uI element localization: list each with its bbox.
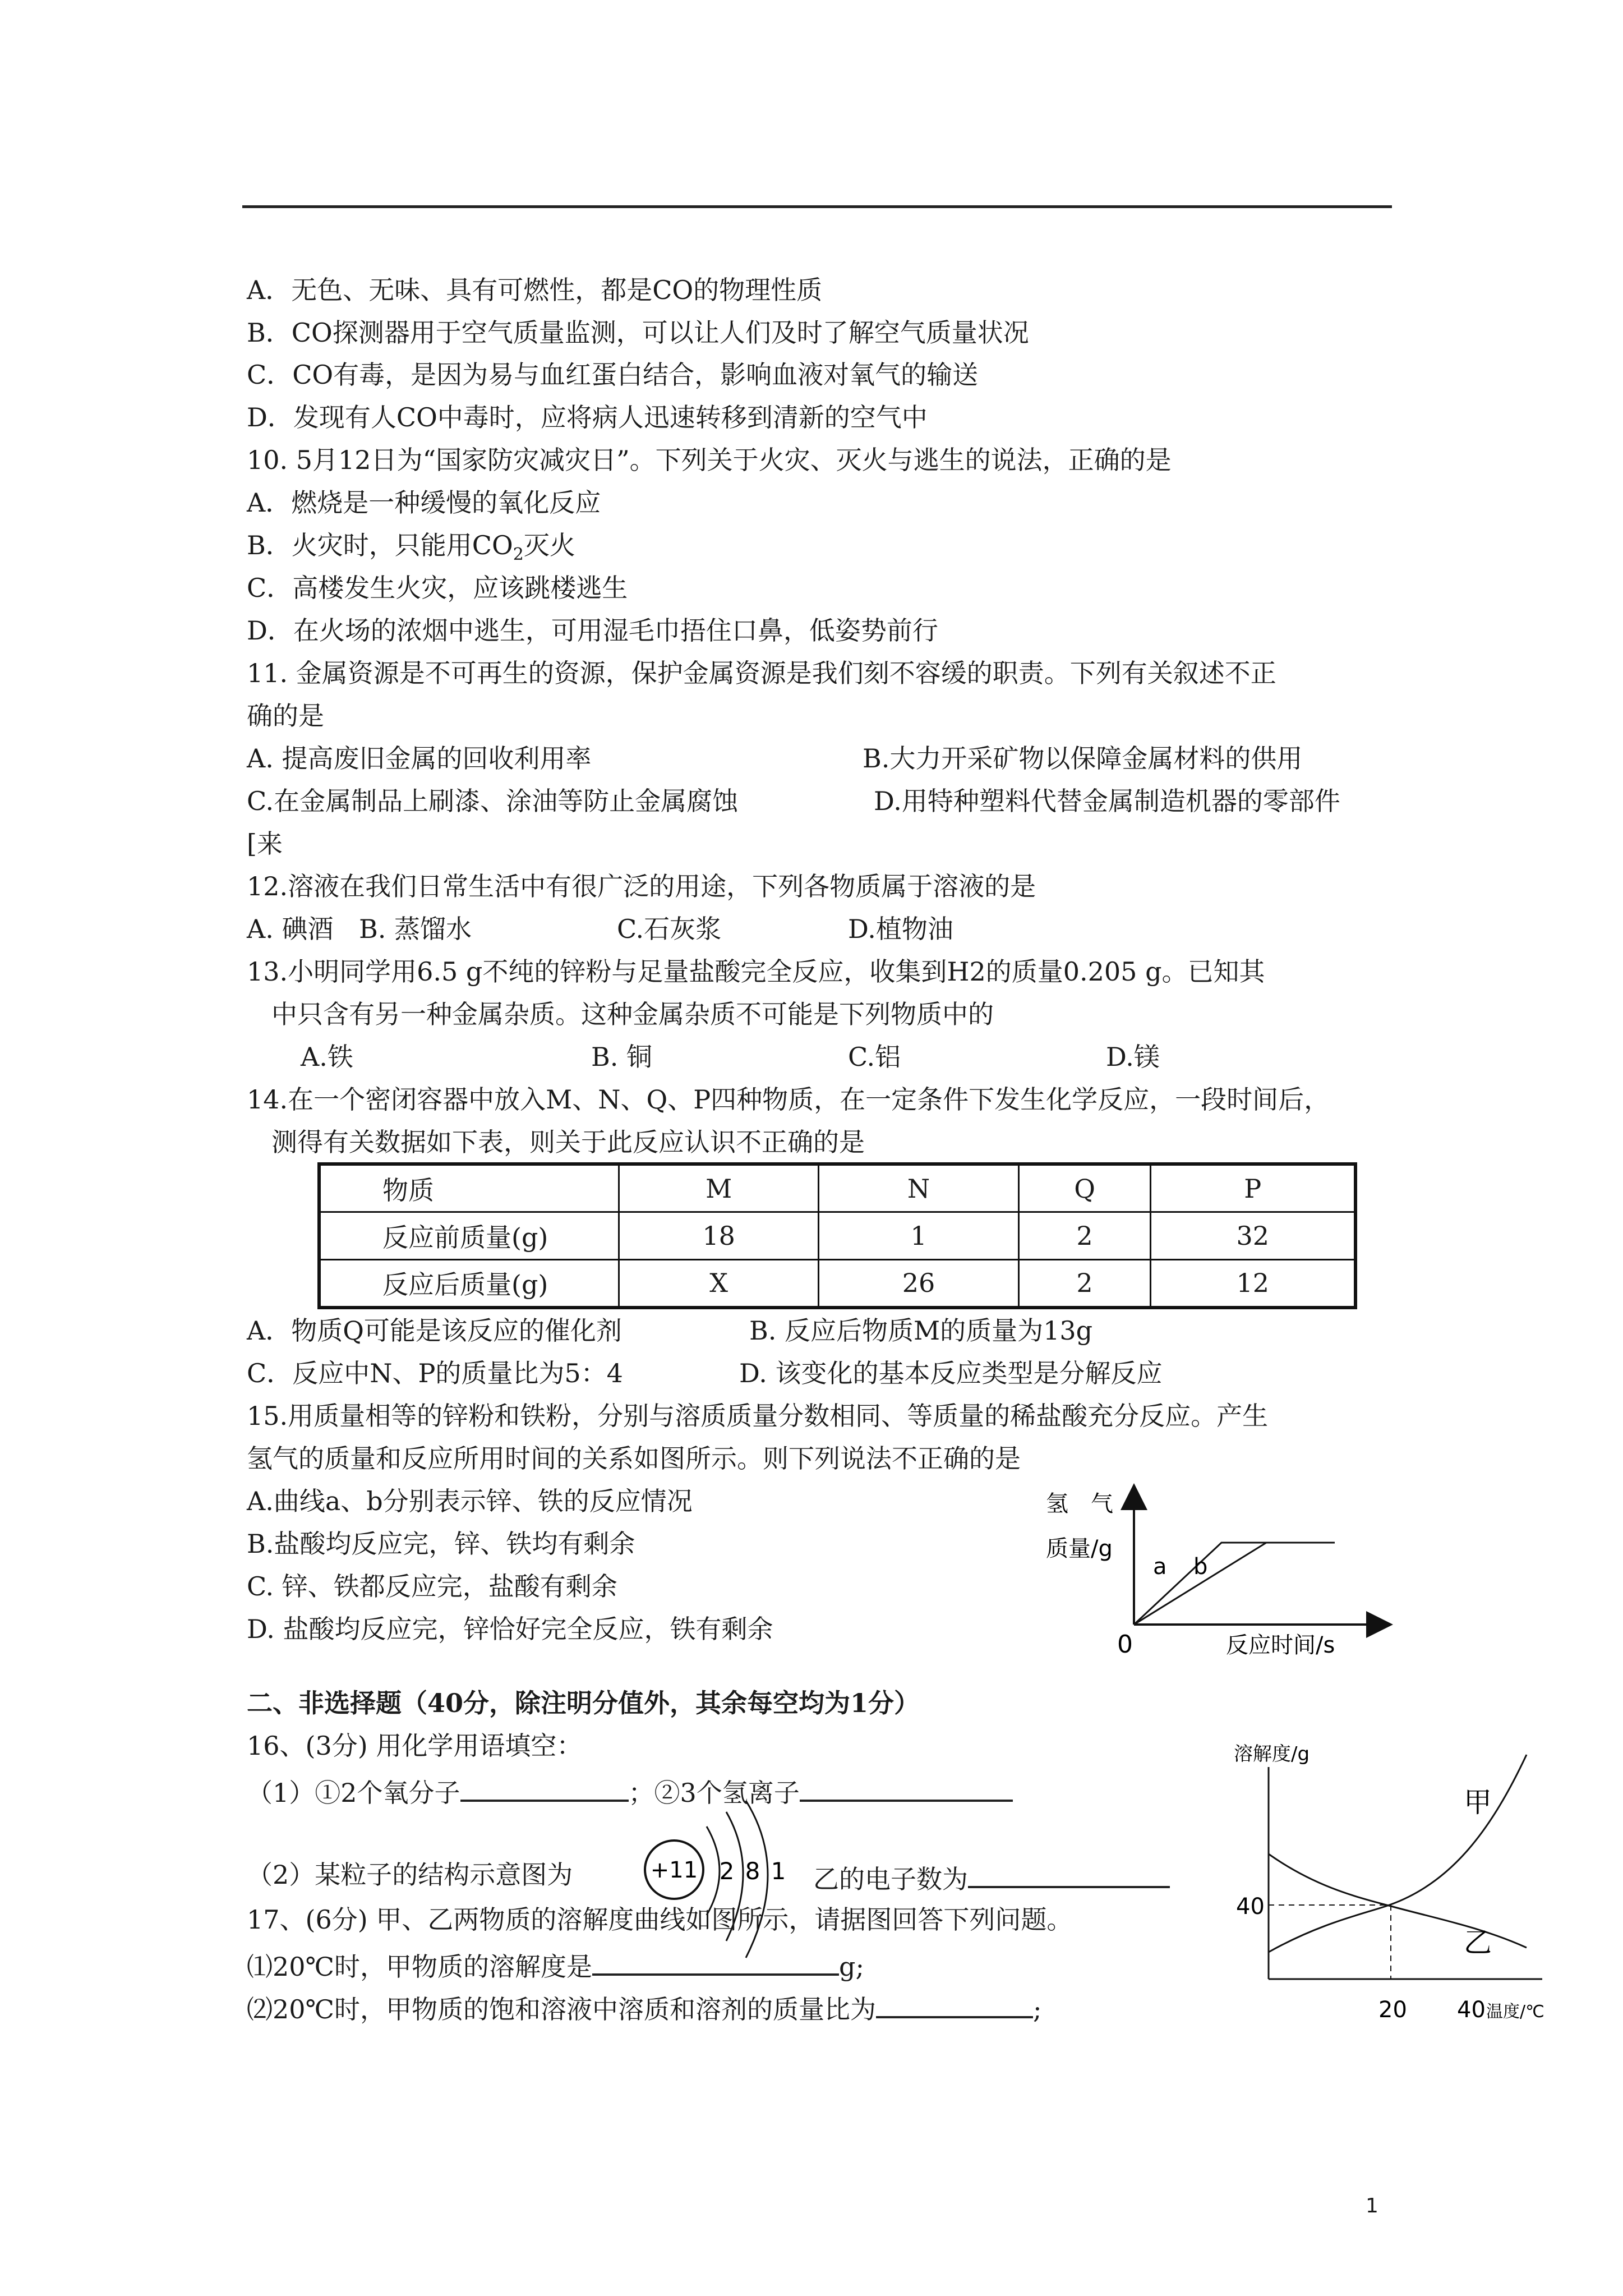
q10-b-text-end: 灭火 (523, 530, 575, 560)
q17-part1 (247, 1945, 864, 1984)
y-label-line1: 氢 气 (1046, 1491, 1113, 1517)
table-header-cell: 物质 (319, 1164, 619, 1212)
x-tick-40: 40 (1457, 1997, 1486, 2023)
q16-stem: 16、(3分) 用化学用语填空： (247, 1731, 583, 1761)
atom-structure-diagram (634, 1789, 819, 1969)
table-row (319, 1212, 1355, 1259)
curve-b-label: b (1193, 1554, 1208, 1580)
q10-option-b (247, 528, 575, 572)
table-cell: X (619, 1259, 819, 1308)
table-header-cell: N (819, 1164, 1018, 1212)
q14-stem-line2: 测得有关数据如下表，则关于此反应认识不正确的是 (271, 1127, 865, 1157)
q15-option-a: A.曲线a、b分别表示锌、铁的反应情况 (247, 1486, 693, 1516)
q11-option-c: C.在金属制品上刷漆、涂油等防止金属腐蚀 (247, 786, 739, 816)
q9-option-a: A．无色、无味、具有可燃性，都是CO的物理性质 (247, 275, 823, 305)
q14-option-a: A．物质Q可能是该反应的催化剂 (247, 1315, 622, 1346)
x-label: 反应时间/s (1226, 1632, 1335, 1658)
table-row (319, 1259, 1355, 1308)
q13-stem-line1: 13.小明同学用6.5 g不纯的锌粉与足量盐酸完全反应，收集到H2的质量0.205 g。已知其 (247, 956, 1265, 987)
table-header-cell: Q (1018, 1164, 1151, 1212)
q17-part2-suffix: ; (1033, 1994, 1042, 2024)
q11-option-d: D.用特种塑料代替金属制造机器的零部件 (874, 786, 1340, 816)
q15-option-d: D. 盐酸均反应完，锌恰好完全反应，铁有剩余 (247, 1614, 773, 1644)
jia-curve (1269, 1755, 1527, 1952)
answer-blank[interactable] (876, 1988, 1033, 2018)
table-header-cell: P (1151, 1164, 1355, 1212)
table-header-cell: M (619, 1164, 819, 1212)
q17-part1-prefix: ⑴20℃时，甲物质的溶解度是 (247, 1952, 592, 1982)
q10-stem: 10. 5月12日为“国家防灾减灾日”。下列关于火灾、灭火与逃生的说法，正确的是 (247, 445, 1172, 475)
table-cell: 2 (1018, 1212, 1151, 1259)
q16-part1-prefix: （1）①2个氧分子 (247, 1778, 460, 1808)
q13-option-c: C.铝 (848, 1042, 901, 1072)
y-label-line2: 质量/g (1046, 1536, 1113, 1562)
q9-option-d: D．发现有人CO中毒时，应将病人迅速转移到清新的空气中 (247, 402, 928, 432)
q17-part2-prefix: ⑵20℃时，甲物质的饱和溶液中溶质和溶剂的质量比为 (247, 1994, 876, 2024)
answer-blank[interactable] (968, 1858, 1170, 1888)
origin-label: 0 (1117, 1630, 1133, 1659)
yi-label: 乙 (1464, 1926, 1492, 1959)
q12-option-d: D.植物油 (848, 914, 953, 944)
electron-shell-1 (707, 1826, 720, 1915)
section-2-heading: 二、非选择题（40分，除注明分值外，其余每空均为1分） (247, 1688, 920, 1718)
x-tick-20: 20 (1378, 1997, 1407, 2023)
table-header-row (319, 1164, 1355, 1212)
page-number: 1 (1366, 2194, 1378, 2217)
q15-option-c: C. 锌、铁都反应完，盐酸有剩余 (247, 1571, 617, 1602)
table-cell: 32 (1151, 1212, 1355, 1259)
q9-option-c: C．CO有毒，是因为易与血红蛋白结合，影响血液对氧气的输送 (247, 360, 979, 390)
table-cell: 12 (1151, 1259, 1355, 1308)
q14-option-d: D. 该变化的基本反应类型是分解反应 (739, 1358, 1163, 1388)
shell-2-electrons: 8 (745, 1857, 760, 1885)
nucleus-charge: +11 (650, 1857, 698, 1883)
q17-stem: 17、(6分) 甲、乙两物质的溶解度曲线如图所示，请据图回答下列问题。 (247, 1904, 1073, 1935)
q14-option-b: B. 反应后物质M的质量为13g (749, 1315, 1093, 1346)
q14-data-table (317, 1162, 1357, 1309)
q15-stem-line1: 15.用质量相等的锌粉和铁粉，分别与溶质质量分数相同、等质量的稀盐酸充分反应。产生 (247, 1401, 1269, 1431)
q13-stem-line2: 中只含有另一种金属杂质。这种金属杂质不可能是下列物质中的 (271, 999, 994, 1029)
table-cell: 1 (819, 1212, 1018, 1259)
table-cell: 反应前质量(g) (319, 1212, 619, 1259)
q12-option-c: C.石灰浆 (617, 914, 722, 944)
q12-option-b: B. 蒸馏水 (359, 914, 472, 944)
curve-a-label: a (1153, 1554, 1167, 1580)
q12-stem: 12.溶液在我们日常生活中有很广泛的用途，下列各物质属于溶液的是 (247, 871, 1036, 901)
answer-blank[interactable] (800, 1772, 1013, 1802)
q11-stem-line2: 确的是 (247, 701, 324, 731)
solubility-curve-graph (1228, 1728, 1576, 2053)
q11-option-b: B.大力开采矿物以保障金属材料的供用 (863, 743, 1303, 774)
q11-tail: [来 (247, 829, 283, 859)
q9-option-b: B．CO探测器用于空气质量监测，可以让人们及时了解空气质量状况 (247, 318, 1029, 348)
q10-option-c: C．高楼发生火灾，应该跳楼逃生 (247, 573, 628, 603)
q15-option-b: B.盐酸均反应完，锌、铁均有剩余 (247, 1529, 635, 1559)
y-tick-40: 40 (1236, 1894, 1265, 1920)
y-label: 溶解度/g (1234, 1743, 1310, 1765)
q15-hydrogen-graph (1043, 1481, 1402, 1666)
q16-part1-mid: ；②3个氢离子 (628, 1778, 800, 1808)
q13-option-b: B. 铜 (591, 1042, 653, 1072)
q13-option-a: A.铁 (301, 1042, 353, 1072)
q13-option-d: D.镁 (1106, 1042, 1160, 1072)
q14-stem-line1: 14.在一个密闭容器中放入M、N、Q、P四种物质，在一定条件下发生化学反应，一段时间后， (247, 1084, 1330, 1115)
table-cell: 26 (819, 1259, 1018, 1308)
q16-part2-suffix (813, 1858, 1170, 1896)
q11-option-a: A. 提高废旧金属的回收利用率 (247, 743, 592, 774)
q11-stem-line1: 11. 金属资源是不可再生的资源，保护金属资源是我们刻不容缓的职责。下列有关叙述不正 (247, 658, 1276, 688)
q10-option-a: A．燃烧是一种缓慢的氧化反应 (247, 487, 601, 518)
q14-option-c: C．反应中N、P的质量比为5：4 (247, 1358, 623, 1388)
header-rule (242, 205, 1392, 208)
q12-option-a: A. 碘酒 (247, 914, 334, 944)
shell-3-electrons: 1 (771, 1857, 786, 1885)
answer-blank[interactable] (460, 1772, 629, 1802)
shell-1-electrons: 2 (719, 1857, 735, 1885)
q10-option-d: D．在火场的浓烟中逃生，可用湿毛巾捂住口鼻，低姿势前行 (247, 615, 938, 646)
q16-part2-prefix: （2）某粒子的结构示意图为 (247, 1860, 573, 1890)
answer-blank[interactable] (592, 1945, 839, 1976)
jia-label: 甲 (1464, 1786, 1492, 1819)
q16-part2-text: 乙的电子数为 (813, 1864, 968, 1894)
q15-stem-line2: 氢气的质量和反应所用时间的关系如图所示。则下列说法不正确的是 (247, 1443, 1021, 1474)
q16-part1 (247, 1772, 1013, 1810)
q10-b-subscript: 2 (513, 545, 524, 565)
x-label: 温度/℃ (1486, 2002, 1544, 2022)
q10-b-text: B．火灾时，只能用CO (247, 530, 513, 560)
q17-part2 (247, 1988, 1042, 2026)
table-cell: 反应后质量(g) (319, 1259, 619, 1308)
table-cell: 2 (1018, 1259, 1151, 1308)
q17-part1-suffix: g; (839, 1952, 864, 1982)
table-cell: 18 (619, 1212, 819, 1259)
